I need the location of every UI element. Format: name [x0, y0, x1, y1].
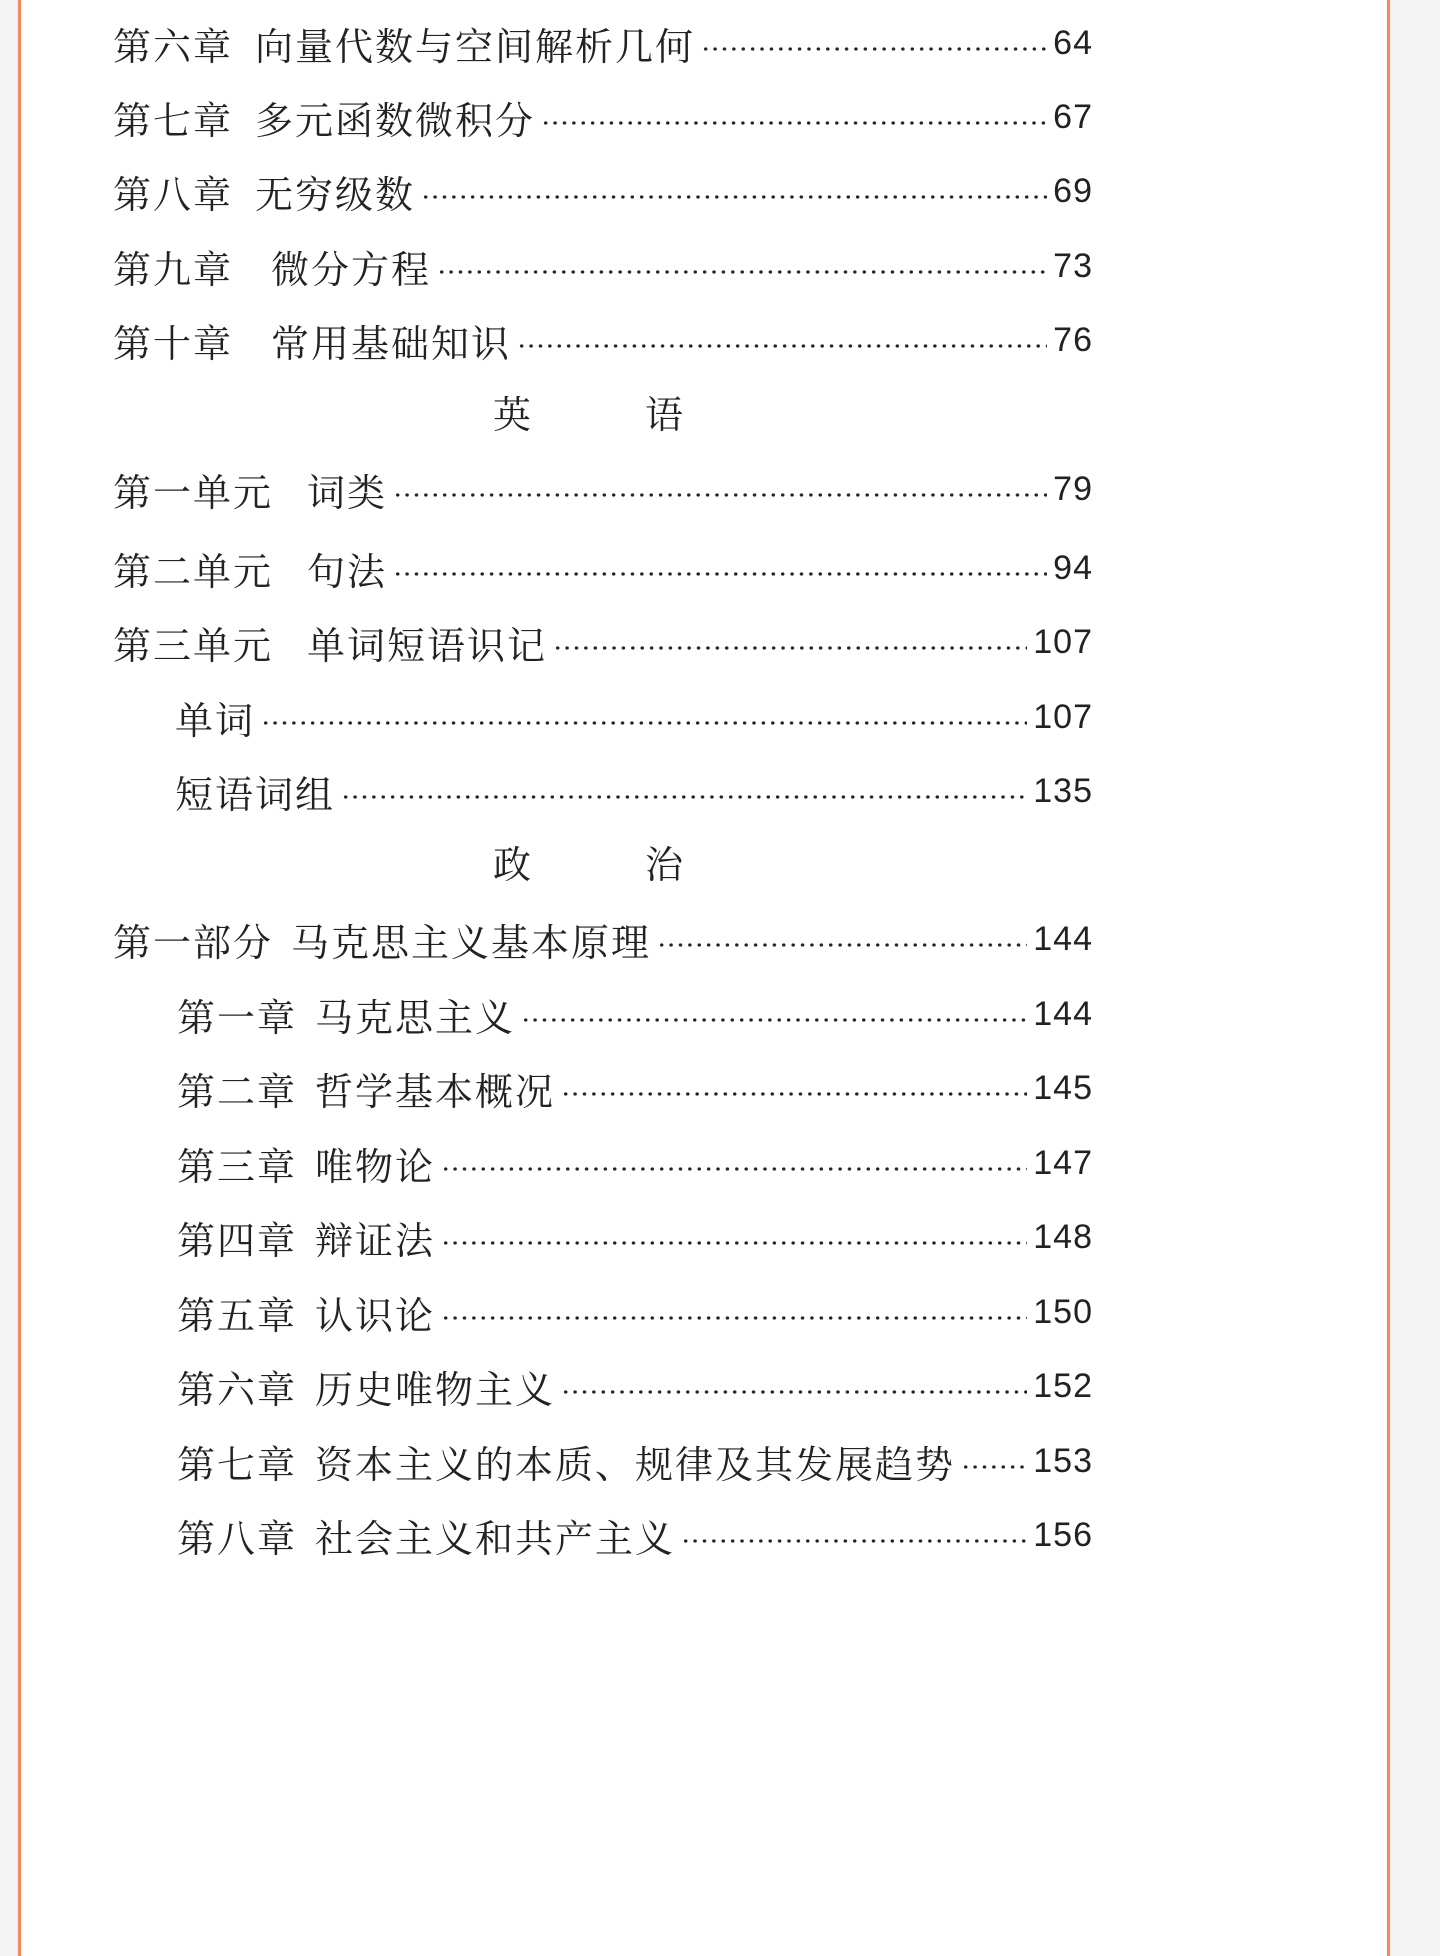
- toc-entry[interactable]: [113, 459, 1093, 519]
- toc-entry-label: 第七章: [177, 1442, 298, 1487]
- toc-entry-label: 第六章: [113, 24, 234, 69]
- toc-entry-page: 94: [1053, 548, 1093, 587]
- toc-subentry[interactable]: [177, 1505, 1093, 1565]
- toc-entry-label: 第八章: [113, 172, 234, 217]
- toc-entry[interactable]: [113, 538, 1093, 598]
- toc-entry-label: 第二章: [177, 1069, 298, 1114]
- dot-leader: [441, 1167, 1027, 1171]
- dot-leader: [961, 1465, 1027, 1469]
- toc-entry-label: 第七章: [113, 98, 234, 143]
- toc-entry-page: 107: [1033, 622, 1093, 661]
- dot-leader: [441, 1316, 1027, 1320]
- dot-leader: [517, 344, 1047, 348]
- dot-leader: [393, 493, 1047, 497]
- dot-leader: [521, 1018, 1027, 1022]
- section-heading-english: 英 语: [492, 393, 721, 437]
- toc-entry-title: 短语词组: [175, 772, 336, 817]
- toc-entry-page: 73: [1053, 246, 1093, 285]
- toc-entry-title: 常用基础知识: [271, 321, 512, 366]
- toc-entry-title: 马克思主义基本原理: [291, 920, 652, 965]
- toc-entry-title: 微分方程: [271, 247, 432, 292]
- toc-entry[interactable]: [113, 612, 1093, 672]
- toc-entry-page: 144: [1033, 994, 1093, 1033]
- toc-entry-title: 向量代数与空间解析几何: [255, 24, 696, 69]
- dot-leader: [421, 195, 1047, 199]
- toc-entry-title: 辩证法: [315, 1218, 436, 1263]
- toc-entry-title: 社会主义和共产主义: [315, 1516, 676, 1561]
- toc-entry-title: 单词: [175, 698, 256, 743]
- dot-leader: [441, 1241, 1027, 1245]
- dot-leader: [701, 47, 1047, 51]
- dot-leader: [681, 1539, 1027, 1543]
- toc-entry[interactable]: [113, 909, 1093, 969]
- toc-entry-page: 150: [1033, 1292, 1093, 1331]
- toc-entry-title: 资本主义的本质、规律及其发展趋势: [315, 1442, 956, 1487]
- document-page: [18, 0, 1390, 1956]
- toc-entry-title: 唯物论: [315, 1144, 436, 1189]
- dot-leader: [341, 795, 1027, 799]
- toc-entry-label: 第五章: [177, 1293, 298, 1338]
- toc-entry-page: 64: [1053, 23, 1093, 62]
- toc-entry-label: 第四章: [177, 1218, 298, 1263]
- toc-entry-label: 第三单元: [113, 623, 274, 668]
- toc-entry[interactable]: [113, 161, 1093, 221]
- toc-subentry[interactable]: [177, 1282, 1093, 1342]
- dot-leader: [393, 572, 1047, 576]
- dot-leader: [561, 1092, 1027, 1096]
- toc-subentry[interactable]: [177, 1431, 1093, 1491]
- toc-entry-page: 156: [1033, 1515, 1093, 1554]
- toc-entry[interactable]: [113, 236, 1093, 296]
- toc-entry-label: 第三章: [177, 1144, 298, 1189]
- toc-subentry[interactable]: [177, 1207, 1093, 1267]
- dot-leader: [541, 121, 1047, 125]
- toc-entry-page: 145: [1033, 1068, 1093, 1107]
- toc-entry-page: 148: [1033, 1217, 1093, 1256]
- toc-entry-page: 152: [1033, 1366, 1093, 1405]
- section-heading-politics: 政 治: [492, 843, 721, 887]
- toc-entry-page: 135: [1033, 771, 1093, 810]
- toc-subentry[interactable]: [177, 1356, 1093, 1416]
- toc-entry-title: 哲学基本概况: [315, 1069, 556, 1114]
- toc-entry-label: 第九章: [113, 247, 234, 292]
- toc-subentry[interactable]: [177, 1058, 1093, 1118]
- toc-entry-label: 第二单元: [113, 549, 274, 594]
- toc-entry-label: 第一部分: [113, 920, 274, 965]
- toc-entry-page: 79: [1053, 469, 1093, 508]
- toc-subentry[interactable]: [177, 1133, 1093, 1193]
- toc-entry[interactable]: [113, 87, 1093, 147]
- dot-leader: [437, 270, 1047, 274]
- toc-subentry[interactable]: [175, 687, 1093, 747]
- toc-entry-title: 多元函数微积分: [255, 98, 536, 143]
- toc-entry-title: 认识论: [315, 1293, 436, 1338]
- dot-leader: [553, 646, 1027, 650]
- toc-entry[interactable]: [113, 13, 1093, 73]
- toc-entry-label: 第一单元: [113, 470, 274, 515]
- dot-leader: [657, 943, 1027, 947]
- toc-entry-label: 第一章: [177, 995, 298, 1040]
- toc-entry-page: 107: [1033, 697, 1093, 736]
- toc-entry[interactable]: [113, 310, 1093, 370]
- toc-entry-label: 第十章: [113, 321, 234, 366]
- toc-subentry[interactable]: [177, 984, 1093, 1044]
- toc-entry-title: 历史唯物主义: [315, 1367, 556, 1412]
- toc-entry-title: 词类: [307, 470, 388, 515]
- dot-leader: [261, 721, 1027, 725]
- toc-entry-page: 153: [1033, 1441, 1093, 1480]
- toc-entry-title: 无穷级数: [255, 172, 416, 217]
- toc-entry-label: 第八章: [177, 1516, 298, 1561]
- toc-entry-label: 第六章: [177, 1367, 298, 1412]
- toc-entry-page: 69: [1053, 171, 1093, 210]
- toc-entry-title: 句法: [307, 549, 388, 594]
- toc-entry-page: 76: [1053, 320, 1093, 359]
- toc-entry-page: 147: [1033, 1143, 1093, 1182]
- toc-entry-title: 马克思主义: [315, 995, 516, 1040]
- toc-entry-page: 144: [1033, 919, 1093, 958]
- toc-subentry[interactable]: [175, 761, 1093, 821]
- toc-entry-title: 单词短语识记: [307, 623, 548, 668]
- toc-entry-page: 67: [1053, 97, 1093, 136]
- dot-leader: [561, 1390, 1027, 1394]
